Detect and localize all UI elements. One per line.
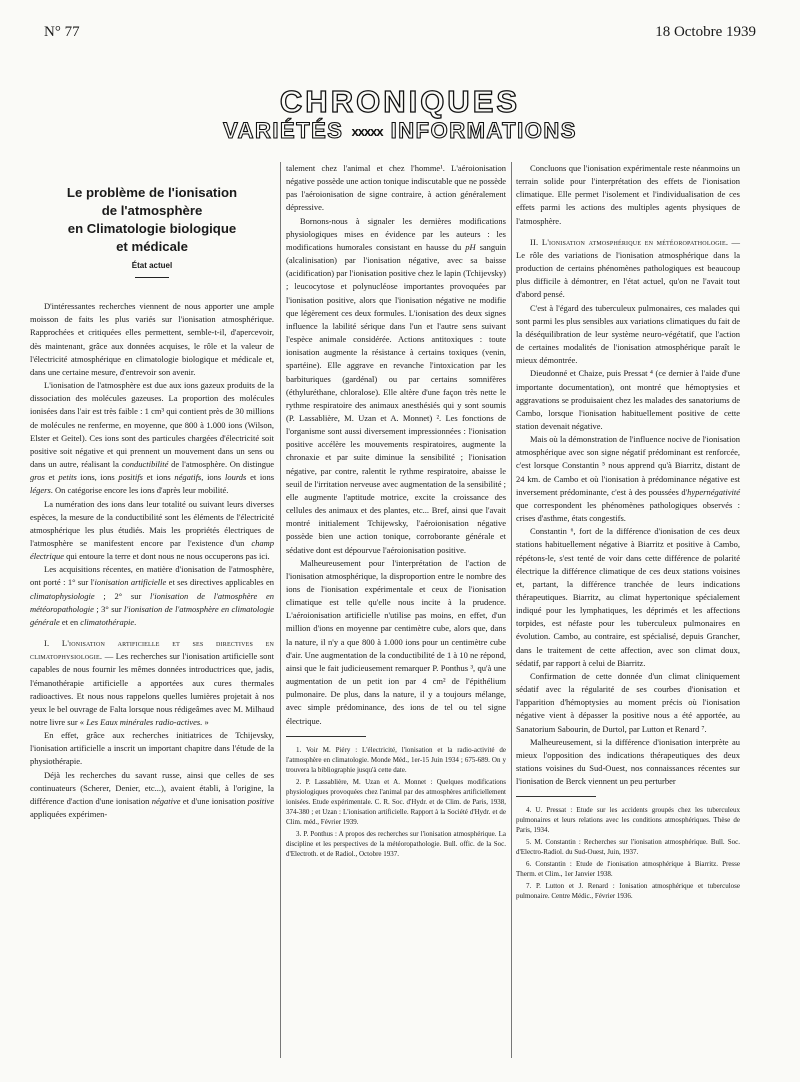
footnote-separator xyxy=(286,736,366,737)
masthead-subtitle xyxy=(0,118,800,144)
column-1 xyxy=(30,162,274,821)
masthead-word-right: INFORMATIONS xyxy=(390,118,577,143)
issue-number: N° 77 xyxy=(44,24,80,40)
paragraph: C'est à l'égard des tuberculeux pulmonaires, ces malades qui sont parmi les plus sensibles aux variations climatiques du fait de la déséquilibration de leur système neuro-végétatif, que l'action de certaines modalités de l'ionisation atmosphérique paraît le mieux démontrée. xyxy=(516,302,740,366)
running-header xyxy=(44,24,756,46)
column-3 xyxy=(516,162,740,903)
masthead-title: CHRONIQUES xyxy=(279,84,521,119)
title-line: en Climatologie biologique xyxy=(67,221,237,236)
masthead-word-left: VARIÉTÉS xyxy=(223,118,344,143)
footnotes xyxy=(286,745,506,859)
paragraph: Malheureusement pour l'interprétation de l'action de l'ionisation atmosphérique, la disproportion entre le nombre des ions de l'ionisation expérimentale et ceux de l'ionisation climatique est telle qu'elle nous incite à la prudence. L'aéroionisation artificielle n'utilise pas moins, en effet, d'un million d'ions en moyenne par centimètre cube, alors que, dans la nature, il n'y a que 800 à 1.000 ions pour un centimètre cube d'air. Une augmentation de la conductibilité de 1 à 10 ne répond, ainsi que le fait judicieusement remarquer P. Ponthus ³, qu'à une augmentation de un petit ion par 4 cm² de l'épithélium pulmonaire. De plus, dans la nature, il y a toujours mélange, avec simple prédominance, des ions de tel ou tel signe électrique. xyxy=(286,557,506,726)
paragraph: D'intéressantes recherches viennent de nous apporter une ample moisson de faits les plus variés sur l'ionisation atmosphérique. Rapprochées et critiquées elles permettent, semble-t-il, d'apercevoir, dès maintenant, grâce aux données acquises, le rôle et la valeur de l'électricité atmosphérique en climatologie biologique et médicale et, dans une certaine mesure, d'entrevoir son avenir. xyxy=(30,301,274,377)
paragraph: Mais où la démonstration de l'influence nocive de l'ionisation atmosphérique avec son signe négatif prédominant est renforcée, c'est lorsque Constantin ⁵ nous apprend qu'à Biarritz, distant de 24 km. de Cambo et où l'ionisation à prédominance négative est inversement prédominante, c'est à des poussées d'hypernégativité que correspondent les phénomènes pathologiques observés : crises d'asthme, états congestifs. xyxy=(516,434,740,524)
footnote: 5. M. Constantin : Recherches sur l'ionisation atmosphérique. Bull. Soc. d'Electro-Radiol. du Sud-Ouest, Juin, 1937. xyxy=(516,838,740,857)
paragraph: La numération des ions dans leur totalité ou suivant leurs diverses espèces, la mesure de la conductibilité sont les éléments de l'électricité atmosphérique les plus étudiés. Mais les propriétés électriques de l'atmosphère se manifestent encore par l'existence d'un champ électrique qui entoure la terre et dont nous ne nous occuperons pas ici. xyxy=(30,498,274,562)
issue-date: 18 Octobre 1939 xyxy=(655,24,756,40)
paragraph: II. L'ionisation atmosphérique en météoropathologie. — Le rôle des variations de l'ionisation atmosphérique dans la production de certains phénomènes pathologiques est beaucoup plus difficile à démontrer, en l'état actuel, qu'on ne l'avait tout d'abord pensé. xyxy=(516,236,741,300)
paragraph: talement chez l'animal et chez l'homme¹. L'aéroionisation négative possède une action tonique indiscutable que ne possède pas l'aéroionisation de signe contraire, à action généralement dépressive. xyxy=(286,163,506,213)
column-rule-2 xyxy=(511,162,512,1058)
paragraph: Dieudonné et Chaize, puis Pressat ⁴ (ce dernier à l'aide d'une importante documentation), ont montré que hémoptysies et aggravations se produisaient chez les malades des sanatoriums de Cambo, lorsque l'ionisation habituellement positive de cette station devenait négative. xyxy=(516,368,740,431)
title-line: Le problème de l'ionisation xyxy=(66,185,238,200)
article-subtitle: État actuel xyxy=(131,261,173,270)
paragraph: Concluons que l'ionisation expérimentale reste néanmoins un terrain solide pour l'interprétation des effets de l'ionisation climatique. Elle permet l'isolement et l'individualisation de ces effets parmi les actions des multiples agents physiques de l'atmosphère. xyxy=(516,163,740,226)
paragraph: Bornons-nous à signaler les dernières modifications physiologiques mises en évidence par les auteurs : les modifications humorales consistant en hausse du pH sanguin (alcalinisation) par l'ionisation négative, avec sa baisse (acidification) par l'ionisation positive chez le lapin (Tchijevsky) ; leucocytose et polynucléose importantes provoquées par l'ionisation positive, alors que l'ionisation négative ne modifie que légèrement ces deux formules. L'ionisation des deux signes influence la labilité sérique dans l'un et l'autre sens suivant l'espèce animale considérée. Actions antitoxiques : toute ionisation augmente la résistance à certains toxiques (venin, spartéine). Elle aggrave en revanche l'intoxication par les barbituriques (gardénal) ou par certains somnifères (éthyluréthane, chloralose). Elle altère d'une façon très nette le rythme respiratoire des animaux anesthésiés qui y sont soumis (P. Lassablière, M. Uzan et A. Monnet) ². Les fonctions de l'organisme sont aussi diversement impressionnées : l'ionisation positive accélère les mouvements respiratoires, augmente la chronaxie et par suite diminue la sensibilité ; l'ionisation négative, par contre, ralentit le rythme respiratoire, abaisse le seuil de l'irritation nerveuse avec augmentation de la sensibilité ; elle augmente l'aptitude motrice, excite la croissance des cellules des animaux et des plantes, etc... Bref, ainsi que l'avait montré initialement Tchijewsky, l'aéroionisation négative possède bien une action tonique, corroborante générale et sédative dont est dépourvue l'aéroionisation positive. xyxy=(286,215,507,555)
paragraph: Constantin ⁶, fort de la différence d'ionisation de ces deux stations habituellement négative à Biarritz et positive à Cambo, répétons-le, s'est tenté de voir dans cette différence de polarité électrique la différence climatique de ces deux stations voisines et, partant, la différence tranchée de leurs indications thérapeutiques. Biarritz, au climat hypertonique spécialement indiqué pour les lymphatiques, les déprimés et les affections torpides, est néfaste pour les tuberculeux pulmonaires en évolution. Cambo, au contraire, est spécialisé, depuis Grancher, dans le traitement de cette affection, avec son climat doux, sédatif, par rapport à celui de Biarritz. xyxy=(516,526,740,668)
paragraph: En effet, grâce aux recherches initiatrices de Tchijevsky, l'ionisation artificielle a inscrit un important chapitre dans l'étude de la physiothérapie. xyxy=(30,730,274,767)
paragraph: Déjà les recherches du savant russe, ainsi que celles de ses continuateurs (Scherer, Denier, etc...), avaient établi, à l'origine, la différence d'action d'une ionisation négative et d'une ionisation positive appliquées expérimen- xyxy=(30,769,275,820)
paragraph: Malheureusement, si la différence d'ionisation interprète au mieux l'opposition des indications thérapeutiques des deux stations voisines du Sud-Ouest, nos connaissances récentes sur l'ionisation de Berck viennent un peu perturber xyxy=(516,736,740,787)
masthead-ornament-icon: xxxxx xyxy=(351,123,383,139)
paragraph: I. L'ionisation artificielle et ses directives en climatophysiologie. — Les recherches sur l'ionisation artificielle sont capables de nous fournir les mêmes données introductrices que, jadis, l'émanothérapie artificielle a apportées aux cures thermales radioactives. Et nous nous rappelons quelles lumières projetait à nos yeux le bel ouvrage de Falta lorsque nous rédigeâmes avec M. Milhaud notre livre sur « Les Eaux minérales radio-actives. » xyxy=(30,638,274,727)
paragraph: Les acquisitions récentes, en matière d'ionisation de l'atmosphère, ont porté : 1° sur l'ionisation artificielle et ses directives applicables en climatophysiologie ; 2° sur l'ionisation de l'atmosphère en météoropathologie ; 3° sur l'ionisation de l'atmosphère en climatologie générale et en climatothérapie. xyxy=(30,564,275,627)
column-2 xyxy=(286,162,506,861)
footnote: 3. P. Ponthus : A propos des recherches sur l'ionisation atmosphérique. La discipline et les perspectives de la météoropathologie. Bull. offic. de la Soc. d'Electroth. et de Radiol., Octobre 1937. xyxy=(286,829,506,858)
article-title xyxy=(30,184,274,256)
paragraph: Confirmation de cette donnée d'un climat cliniquement sédatif avec la régularité de ses courbes d'ionisation et l'apparition d'hémoptysies au moment précis où l'ionisation négative vient à dépasser la positive nous a été apportée, au Sanatorium Sabourin, de Durtol, par Lutton et Renard ⁷. xyxy=(516,670,740,734)
footnote: 1. Voir M. Piéry : L'électricité, l'ionisation et la radio-activité de l'atmosphère en climatologie. Monde Méd., 1er-15 Juin 1934 ; 675-689. On y trouvera la bibliographie jusqu'à cette date. xyxy=(286,745,506,774)
column-rule-1 xyxy=(280,162,281,1058)
footnote: 2. P. Lassablière, M. Uzan et A. Monnet : Quelques modifications physiologiques provoquées chez l'animal par des atmosphères artificiellement ionisées. Etude expérimentale. C. R. Soc. d'Hydr. et de Clim. de Paris, 1938, 374-380 ; et Uzan : L'ionisation artificielle. Rapport à la Société d'Hydr. et de Clim. méd., Février 1939. xyxy=(286,777,506,826)
title-line: de l'atmosphère xyxy=(101,203,203,218)
footnote: 6. Constantin : Etude de l'ionisation atmosphérique à Biarritz. Presse Therm. et Clim., 1er Janvier 1938. xyxy=(516,860,740,879)
section-heading: II. L'ionisation atmosphérique en météoropathologie. xyxy=(530,236,729,247)
footnotes xyxy=(516,805,740,901)
footnote: 4. U. Pressat : Etude sur les accidents groupés chez les tuberculeux pulmonaires et leurs relations avec les conditions atmosphériques. Thèse de Paris, 1934. xyxy=(516,806,740,835)
footnote-separator xyxy=(516,796,596,797)
footnote: 7. P. Lutton et J. Renard : Ionisation atmosphérique et tuberculose pulmonaire. Centre Médic., Février 1936. xyxy=(516,882,740,901)
section-heading: I. L'ionisation artificielle et ses directives en climatophysiologie. xyxy=(30,638,274,662)
paragraph: L'ionisation de l'atmosphère est due aux ions gazeux produits de la dissociation des molécules gazeuses. La proportion des molécules ionisées dans l'air est très faible : 1 cm³ qui contient près de 30 millions de molécules ne renferme, en moyenne, que 800 à 1.000 ions (Wilson, Elster et Geitel). Ces ions sont des particules chargées d'électricité soit positive soit négative et qui prennent un mouvement dans un sens ou dans un autre, réalisant la conductibilité de l'atmosphère. On distingue gros et petits ions, ions positifs et ions négatifs, ions lourds et ions légers. On catégorise encore les ions d'après leur mobilité. xyxy=(30,380,275,496)
title-line: et médicale xyxy=(116,239,188,254)
